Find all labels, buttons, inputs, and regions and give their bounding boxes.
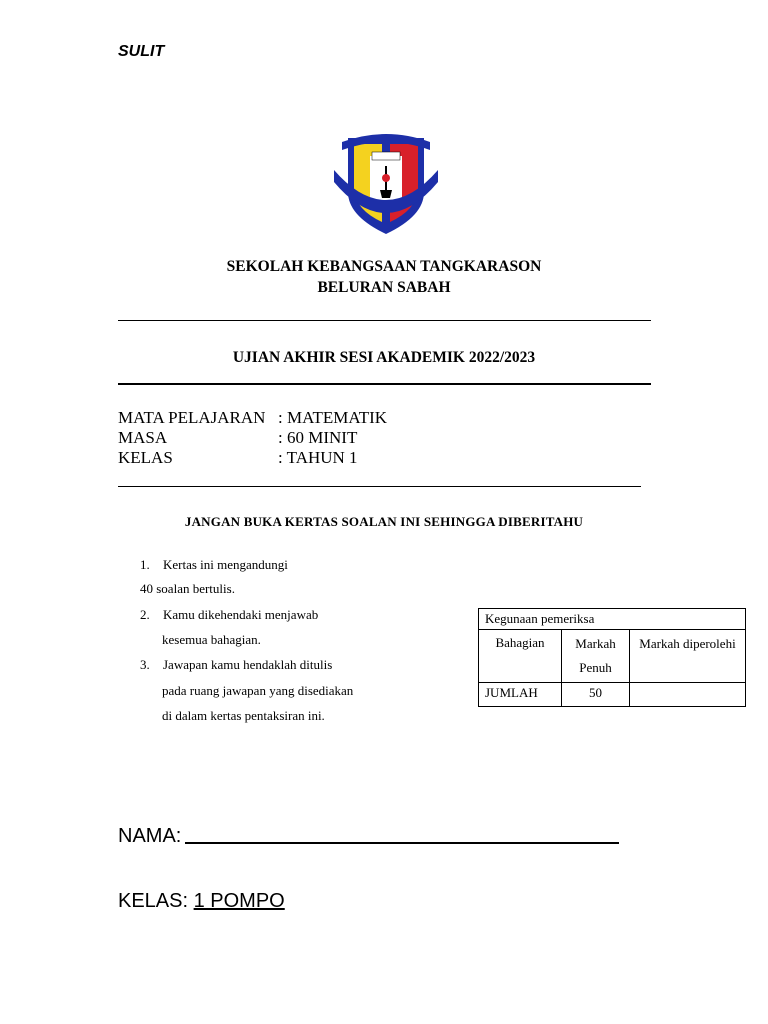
marks-total-obtained[interactable] (630, 683, 746, 707)
divider (118, 383, 651, 385)
info-value: : MATEMATIK (278, 408, 388, 427)
instruction-1-cont: 40 soalan bertulis. (140, 581, 235, 596)
name-blank-line[interactable] (185, 822, 619, 844)
class-value: 1 POMPO (193, 890, 285, 912)
instruction-1 (140, 557, 288, 573)
instruction-number: 3. (140, 657, 150, 672)
instruction-2 (140, 607, 318, 623)
instruction-3-cont: pada ruang jawapan yang disediakan (162, 683, 354, 698)
name-label: NAMA: (118, 825, 182, 847)
info-row-class (118, 448, 358, 468)
divider (118, 486, 641, 487)
info-key: MASA (118, 428, 168, 447)
school-location: BELURAN SABAH (317, 279, 451, 296)
info-value: : TAHUN 1 (278, 448, 358, 467)
info-key: MATA PELAJARAN (118, 408, 266, 427)
marks-table-caption: Kegunaan pemeriksa (479, 609, 746, 630)
exam-title: UJIAN AKHIR SESI AKADEMIK 2022/2023 (232, 349, 536, 366)
marks-header-full: Markah Penuh (562, 630, 630, 683)
divider (118, 320, 651, 321)
marks-header-section: Bahagian (479, 630, 562, 683)
instruction-number: 2. (140, 607, 150, 622)
class-field (118, 890, 285, 913)
instruction-text: Kertas ini mengandungi (163, 557, 288, 572)
marks-total-full: 50 (562, 683, 630, 707)
info-row-subject (118, 408, 387, 428)
school-crest-logo (330, 130, 442, 238)
info-value: : 60 MINIT (278, 428, 358, 447)
info-row-time (118, 428, 357, 448)
marks-table (478, 608, 746, 707)
instruction-number: 1. (140, 557, 150, 572)
instruction-2-cont: kesemua bahagian. (162, 632, 261, 647)
warning-notice: JANGAN BUKA KERTAS SOALAN INI SEHINGGA DIBERITAHU (184, 514, 584, 529)
instruction-text: Kamu dikehendaki menjawab (163, 607, 319, 622)
instruction-3-cont: di dalam kertas pentaksiran ini. (162, 708, 325, 723)
name-field (118, 822, 619, 848)
info-key: KELAS (118, 448, 173, 467)
marks-total-label: JUMLAH (479, 683, 562, 707)
classification-label: SULIT (118, 43, 165, 60)
class-label: KELAS: (118, 890, 189, 912)
school-name: SEKOLAH KEBANGSAAN TANGKARASON (226, 258, 542, 275)
marks-header-obtained: Markah diperolehi (630, 630, 746, 683)
instruction-text: Jawapan kamu hendaklah ditulis (163, 657, 333, 672)
instruction-3 (140, 657, 332, 673)
